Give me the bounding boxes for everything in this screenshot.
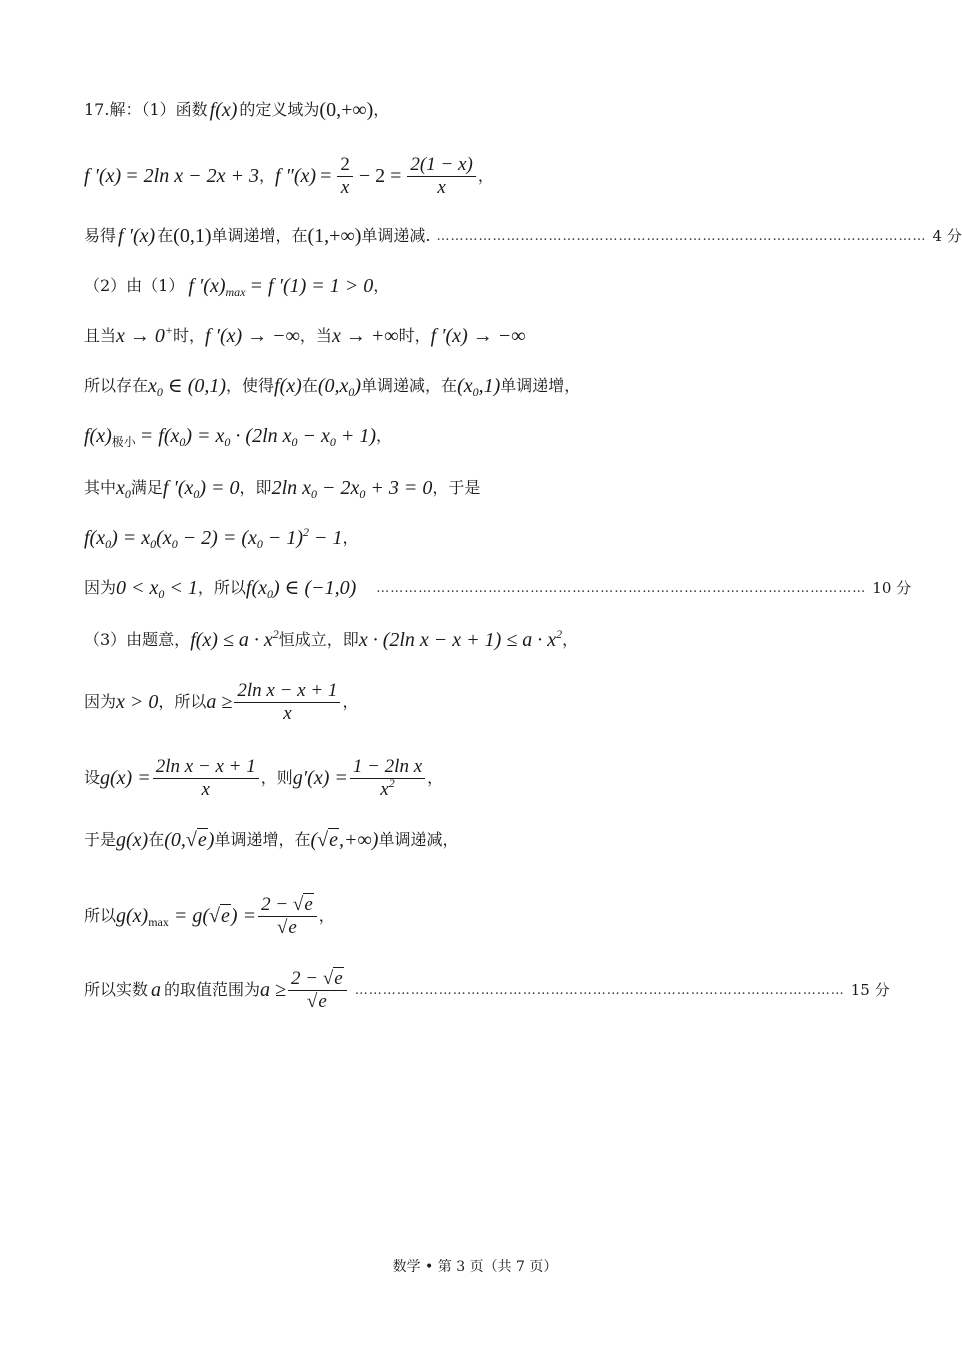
dot-leader: …………………………………………………………………………………………… <box>436 228 927 244</box>
line-7 <box>84 425 826 449</box>
text: 满足 <box>130 478 163 497</box>
math-domain: (0,+∞) <box>319 99 374 121</box>
subscript: max <box>148 915 169 930</box>
numerator: 2ln x − x + 1 <box>234 680 340 703</box>
math-range-x0: $0 < x_0 < 1$ <box>116 577 198 601</box>
text: 恒成立，即 <box>278 630 359 649</box>
math-limit: f ′(x) → −∞ <box>430 325 526 347</box>
line-15 <box>84 894 826 939</box>
math-a: a <box>151 979 162 1002</box>
denominator: $x^2$ <box>380 775 395 800</box>
score: 15 分 <box>850 980 890 999</box>
math-interval: (√e,+∞) <box>310 829 379 851</box>
math-eq: = <box>320 165 332 188</box>
fraction-2-1-x <box>407 154 475 199</box>
line-14 <box>84 830 826 850</box>
math-fprime: f ′(x) <box>84 165 122 188</box>
text: ， <box>376 426 393 445</box>
math-x0: $x_0$ <box>116 477 131 501</box>
numerator: 2ln x − x + 1 <box>153 756 259 779</box>
math-interval: $(0,x_0)$ <box>317 375 362 399</box>
text: ， <box>342 692 359 712</box>
num-text: 2 − <box>291 968 319 989</box>
text: 且当 <box>84 326 117 345</box>
subscript: 极小 <box>111 435 136 449</box>
text: ， <box>477 166 494 186</box>
score: 10 分 <box>872 578 912 597</box>
line-16 <box>84 968 890 1013</box>
text: （3）由题意， <box>84 630 191 649</box>
math-fmin-expr: = $f(x_0) = x_0 \cdot (2\ln$ $x_0 - x_0 + 1$) <box>139 425 377 449</box>
text: 在 <box>301 376 318 395</box>
fraction <box>153 756 259 801</box>
math-interval: $(x_0,1)$ <box>457 375 501 399</box>
denominator: √e <box>306 990 327 1012</box>
math-rest: = f ′(1) = 1 > 0 <box>249 275 374 297</box>
math-fx0-expr: $f(x_0) = x_0(x_0 - 2) = (x_0 - 1)^2 - 1$ <box>84 525 343 551</box>
text: ， <box>373 276 390 295</box>
fraction <box>258 894 317 939</box>
superscript: + <box>164 323 174 337</box>
text: 时， <box>398 326 431 345</box>
dot-leader: …………………………………………………………………………………………… <box>354 982 845 998</box>
denominator: x <box>283 702 292 724</box>
text: ， <box>258 166 275 186</box>
numerator: 2 − √e <box>288 968 347 991</box>
denominator: x <box>201 778 210 800</box>
line-13 <box>84 756 826 801</box>
text: （2）由（1） <box>84 276 185 295</box>
math-fprime-x0: f $'(x_0) = 0$ <box>162 477 240 501</box>
denominator: x <box>340 176 350 198</box>
page-footer: 数学 • 第 3 页（共 7 页） <box>392 1259 558 1275</box>
text: ， <box>562 630 579 649</box>
math-limit: f ′(x) → −∞ <box>205 325 300 347</box>
numerator: 2(1 − x) <box>407 154 475 177</box>
math-fx: f(x) <box>274 375 302 397</box>
line-4 <box>84 275 826 299</box>
text: 所以实数 <box>84 980 149 1000</box>
fraction <box>350 756 425 801</box>
text: 单调递增， <box>500 376 581 395</box>
den-base: x <box>380 778 389 800</box>
text: 因为 <box>84 692 117 712</box>
math-interval: (1,+∞) <box>307 225 362 247</box>
text: ， <box>427 768 444 788</box>
math-inequality: x · (2ln $x - x + 1) \le a \cdot x^2$ <box>358 627 563 651</box>
math-minus2: − 2 = <box>358 165 402 188</box>
fraction-2-over-x <box>337 154 353 199</box>
text: 时， <box>173 326 206 345</box>
line-2 <box>84 154 826 199</box>
math-inequality: $f(x) \le a \cdot x^2$ <box>190 627 279 651</box>
text: ，所以 <box>197 578 246 597</box>
math-limit: x → +∞ <box>331 325 399 347</box>
line-6 <box>84 375 826 399</box>
math-x0-in: $x_0$ ∈ (0,1) <box>148 375 227 399</box>
text: 易得 <box>84 226 117 245</box>
text: 其中 <box>84 478 117 497</box>
text: 在 <box>148 830 165 849</box>
line-8 <box>84 477 826 501</box>
text: 17.解：（1）函数 <box>84 100 208 119</box>
fraction <box>288 968 347 1013</box>
math-gx: g(x) <box>116 829 149 851</box>
line-1 <box>84 100 826 120</box>
math-fprime: f ′(x) <box>118 225 156 247</box>
text: 单调递减， <box>378 830 459 849</box>
math-fprime-max: f $'(x)_{max}$ <box>188 275 246 299</box>
text: ， <box>342 528 359 547</box>
line-3 <box>84 225 962 247</box>
text: 于是 <box>84 830 117 849</box>
math-deriv1: = 2ln x − 2x + 3 <box>125 165 259 188</box>
line-11 <box>84 627 826 651</box>
math-gprime: g′(x) = <box>292 767 348 790</box>
math-fx0-range: $f(x_0)$ ∈ (−1,0) <box>245 577 357 601</box>
text: 的定义域为 <box>239 100 320 119</box>
numerator: 2 <box>337 154 353 177</box>
line-10 <box>84 577 912 601</box>
text: 单调递减，在 <box>361 376 458 395</box>
math-cond: x > 0 <box>116 691 159 714</box>
numerator: 1 − 2ln x <box>350 756 425 779</box>
line-5 <box>84 323 826 347</box>
line-12 <box>84 680 826 725</box>
numerator: 2 − √e <box>258 894 317 917</box>
math-limit <box>116 323 174 347</box>
math-equation: 2ln $x_0 - 2x_0 + 3 = 0$ <box>271 477 433 501</box>
text: 所以存在 <box>84 376 149 395</box>
math-gx: g(x) = <box>100 767 151 790</box>
denominator: x <box>437 176 446 198</box>
text: ，所以 <box>158 692 207 712</box>
line-9 <box>84 525 826 551</box>
math-a-geq: a ≥ <box>260 979 287 1002</box>
text: 所以 <box>84 906 117 926</box>
fraction <box>234 680 340 725</box>
subscript: max <box>225 285 246 299</box>
math-fdprime: f ″(x) <box>274 165 317 188</box>
math-interval: (0,1) <box>173 225 212 247</box>
text: 单调递增，在 <box>211 226 308 245</box>
text: 的取值范围为 <box>164 980 261 1000</box>
text: ， <box>318 906 335 926</box>
denominator: √e <box>276 916 297 938</box>
math-gmax: $g(x)_{max} = g(√e)$ = <box>116 905 257 930</box>
text: ，则 <box>260 768 293 788</box>
text: 单调递增，在 <box>214 830 311 849</box>
math-a-geq: a ≥ <box>206 691 233 714</box>
expr: x → 0 <box>116 325 165 347</box>
text: 设 <box>84 768 101 788</box>
text: 单调递减. <box>361 226 431 245</box>
text: ，使得 <box>226 376 275 395</box>
dot-leader: …………………………………………………………………………………………… <box>376 580 867 596</box>
text: ， <box>373 100 390 119</box>
num-text: 2 − <box>261 894 289 915</box>
text: 因为 <box>84 578 117 597</box>
text: 在 <box>157 226 174 245</box>
text: ，于是 <box>432 478 481 497</box>
score: 4 分 <box>932 226 962 245</box>
math-fx: f(x) <box>209 99 238 121</box>
text: ，当 <box>299 326 332 345</box>
math-fmin: $f(x)_{极小}$ <box>84 425 136 449</box>
text: ，即 <box>239 478 272 497</box>
math-interval: (0,√e) <box>164 829 215 851</box>
